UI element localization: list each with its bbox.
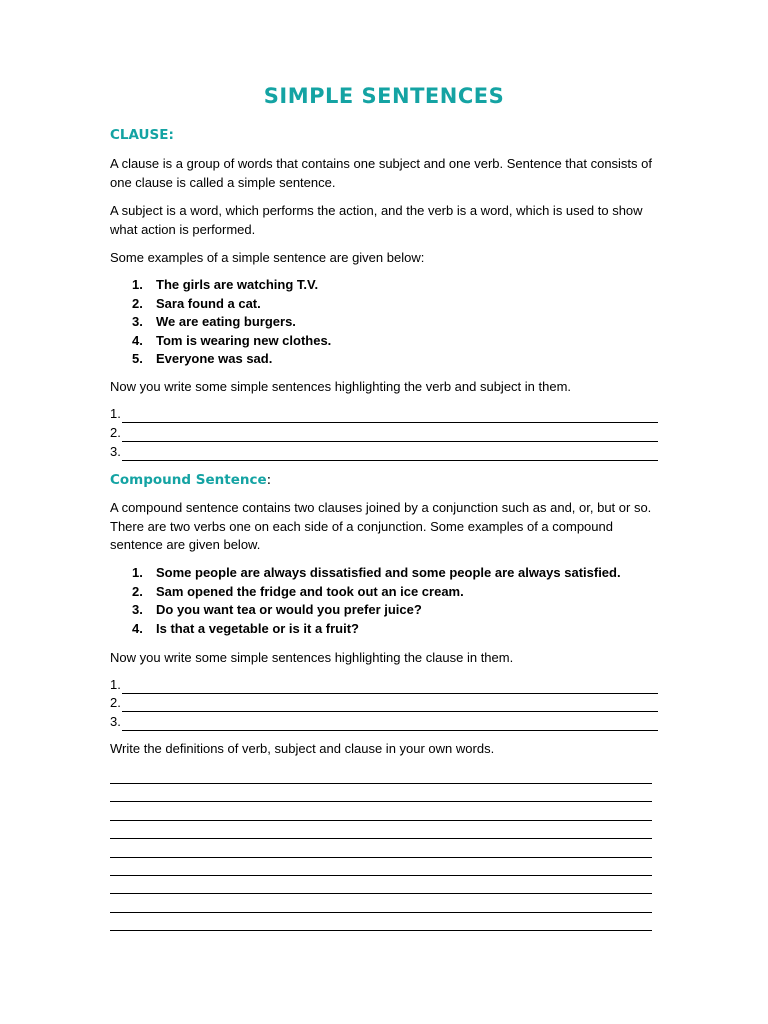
- writing-line[interactable]: [110, 912, 652, 913]
- writing-line[interactable]: [110, 857, 652, 858]
- list-item: 3. We are eating burgers.: [132, 314, 296, 329]
- list-item: 1. The girls are watching T.V.: [132, 277, 319, 292]
- writing-line[interactable]: [110, 820, 652, 821]
- clause-heading: CLAUSE:: [110, 127, 174, 143]
- answer-line-1[interactable]: 1.: [110, 405, 658, 423]
- compound-examples-list: [110, 564, 621, 638]
- writing-line[interactable]: [110, 875, 652, 876]
- compound-definition-paragraph: A compound sentence contains two clauses joined by a conjunction such as and, or, but or so. There are two verbs one on each side of a conjunction. Some examples of a compound sentence are given below.: [110, 500, 652, 552]
- subject-verb-paragraph: A subject is a word, which performs the action, and the verb is a word, which is used to show what action is performed.: [110, 203, 643, 237]
- definitions-prompt: Write the definitions of verb, subject and clause in your own words.: [110, 741, 495, 756]
- writing-line[interactable]: [110, 893, 652, 894]
- compound-answer-line-2[interactable]: 2.: [110, 694, 658, 712]
- list-item: 1. Some people are always dissatisfied and some people are always satisfied.: [132, 565, 621, 580]
- compound-exercise-instruction: Now you write some simple sentences highlighting the clause in them.: [110, 650, 514, 665]
- answer-line-2[interactable]: 2.: [110, 424, 658, 442]
- list-item: 2. Sam opened the fridge and took out an ice cream.: [132, 583, 464, 599]
- simple-exercise-instruction: Now you write some simple sentences highlighting the verb and subject in them.: [110, 379, 572, 394]
- compound-heading: Compound Sentence:: [110, 472, 272, 488]
- compound-answer-line-1[interactable]: 1.: [110, 676, 658, 694]
- clause-definition-paragraph: A clause is a group of words that contains one subject and one verb. Sentence that consists of one clause is called a simple sentence.: [110, 156, 653, 190]
- writing-line[interactable]: [110, 801, 652, 802]
- writing-line[interactable]: [110, 838, 652, 839]
- list-item: 4. Tom is wearing new clothes.: [132, 332, 332, 348]
- simple-examples-list: [110, 276, 331, 369]
- list-item: 3. Do you want tea or would you prefer juice?: [132, 602, 422, 617]
- list-item: 5. Everyone was sad.: [132, 351, 273, 366]
- answer-line-3[interactable]: 3.: [110, 443, 658, 461]
- compound-answer-line-3[interactable]: 3.: [110, 713, 658, 731]
- writing-line[interactable]: [110, 783, 652, 784]
- list-item: 4. Is that a vegetable or is it a fruit?: [132, 620, 359, 636]
- simple-examples-intro: Some examples of a simple sentence are given below:: [110, 250, 425, 265]
- list-item: 2. Sara found a cat.: [132, 295, 261, 311]
- writing-line[interactable]: [110, 930, 652, 931]
- page-title: SIMPLE SENTENCES: [263, 84, 505, 108]
